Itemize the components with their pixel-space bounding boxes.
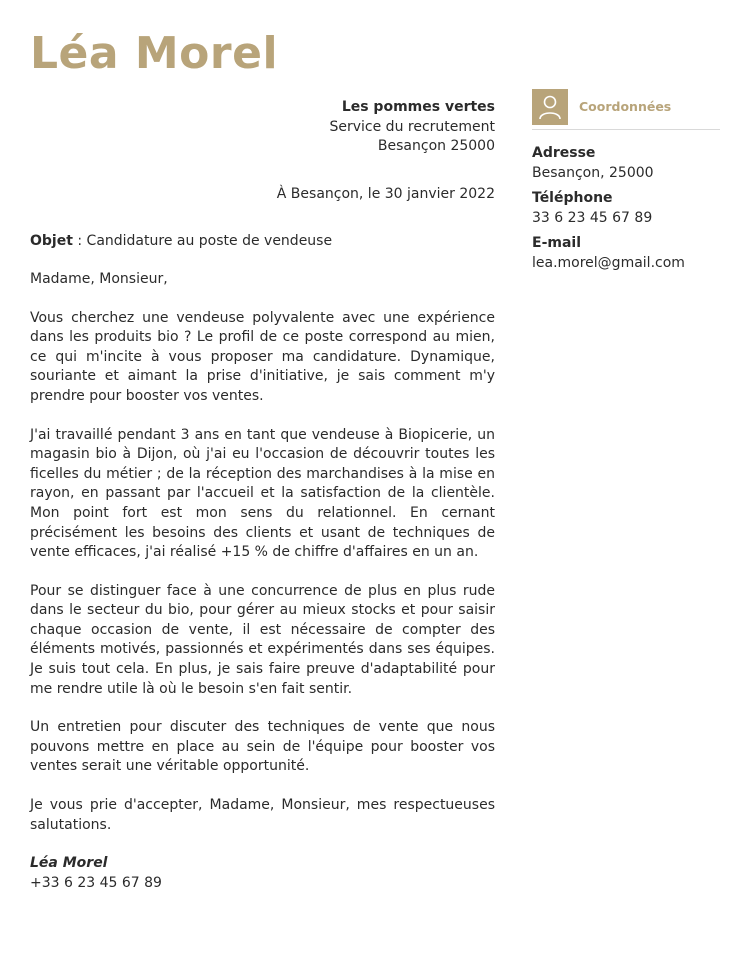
address-value: Besançon, 25000 (532, 164, 654, 181)
subject-label: Objet (30, 233, 73, 250)
contact-details (532, 144, 720, 274)
letter-date: À Besançon, le 30 janvier 2022 (276, 185, 495, 202)
contact-sidebar (532, 88, 720, 274)
email-label: E-mail (532, 235, 582, 252)
paragraph-closing: Je vous prie d'accepter, Madame, Monsieur, mes respectueuses salutations. (30, 797, 495, 833)
sidebar-title: Coordonnées (579, 99, 672, 114)
email-value: lea.morel@gmail.com (532, 254, 685, 271)
phone-label: Téléphone (532, 190, 613, 207)
paragraph-experience: J'ai travaillé pendant 3 ans en tant que vendeuse à Biopicerie, un magasin bio à Dijon, où j'ai eu l'occasion de découvrir toutes les ficelles du métier ; de la réception des marchandises à la mise en rayon, en passant par l'accueil et la satisfaction de la clientèle. Mon point fort est mon sens du relationnel. En cernant précisément les besoins des clients et usant de techniques de vente efficaces, j'ai réalisé +15 % de chiffre d'affaires en un an. (30, 426, 495, 561)
signature-block (30, 854, 495, 893)
signature-name: Léa Morel (30, 855, 108, 872)
letter-greeting: Madame, Monsieur, (30, 270, 168, 287)
letter-body (30, 98, 495, 893)
person-icon (532, 89, 568, 125)
paragraph-interview: Un entretien pour discuter des techniques de vente que nous pouvons mettre en place au sein de l'équipe pour booster vos ventes serait une véritable opportunité. (30, 719, 495, 775)
recipient-city: Besançon 25000 (377, 138, 495, 155)
paragraph-motivation: Pour se distinguer face à une concurrence de plus en plus rude dans le secteur du bio, pour gérer au mieux stocks et pour saisir chaque occasion de vente, il est nécessaire de compter des éléments motivés, passionnés et expérimentés dans ses équipes. Je suis tout cela. En plus, je sais faire preuve d'adaptabilité pour me rendre utile là où le besoin s'en fait sentir. (30, 582, 495, 697)
signature-phone: +33 6 23 45 67 89 (30, 874, 162, 891)
recipient-block (30, 98, 495, 157)
subject-text: : Candidature au poste de vendeuse (72, 233, 333, 250)
recipient-company: Les pommes vertes (341, 99, 495, 115)
paragraph-intro: Vous cherchez une vendeuse polyvalente avec une expérience dans les produits bio ? Le profil de ce poste correspond au mien, ce qui m'incite à vous proposer ma candidature. Dynamique, souriante et aimant la prise d'initiative, je sais comment m'y prendre pour booster vos ventes. (30, 309, 495, 404)
phone-value: 33 6 23 45 67 89 (532, 209, 653, 226)
applicant-name: Léa Morel (30, 28, 279, 79)
sidebar-header (532, 88, 720, 130)
address-label: Adresse (532, 145, 596, 161)
recipient-department: Service du recrutement (329, 118, 495, 135)
letter-subject (30, 232, 495, 252)
